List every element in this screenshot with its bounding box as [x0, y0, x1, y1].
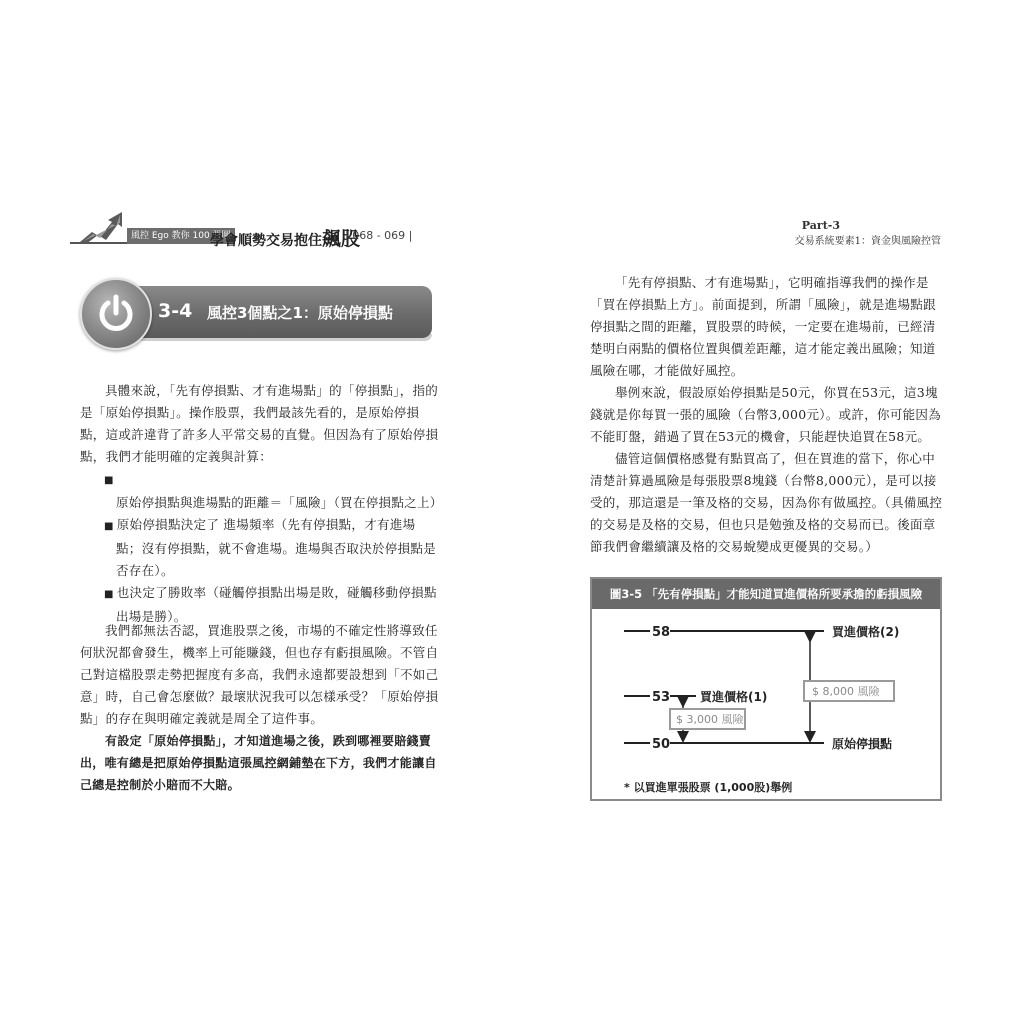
left-para-3: 有設定「原始停損點」，才知道進場之後，跌到哪裡要賠錢賣出，唯有總是把原始停損點這張風控網鋪墊在下方，我們才能讓自己總是控制於小賠而不大賠。 — [80, 734, 437, 792]
bullet-item: ■ 原始停損點與進場點的距離＝「風險」（買在停損點之上） — [104, 468, 440, 514]
figure-note: * 以買進單張股票 (1,000股)舉例 — [624, 781, 793, 794]
label-buy-price-2: 買進價格(2) — [832, 625, 900, 639]
right-body — [590, 272, 945, 558]
left-body-2 — [80, 620, 440, 796]
book-title-suffix: 飆股 — [322, 228, 361, 250]
figure-title: 圖3-5 「先有停損點」才能知道買進價格所要承擔的虧損風險 — [592, 579, 940, 609]
left-para-1: 具體來說，「先有停損點、才有進場點」的「停損點」，指的是「原始停損點」。操作股票，我們最該先看的，是原始停損點，這或許違背了許多人平常交易的直覺。但因為有了原始停損點，我們才能明確的定義與計算： — [80, 383, 439, 464]
right-para-2: 舉例來說，假設原始停損點是50元，你買在53元，這3塊錢就是你每買一張的風險（台幣3,000元）。或許，你可能因為不能盯盤，錯過了買在53元的機會，只能趕快追買在58元。 — [590, 385, 942, 444]
level-label-58: 58 — [652, 625, 671, 640]
level-label-53: 53 — [652, 690, 671, 705]
part-label: Part-3 — [801, 219, 840, 232]
section-number: 3-4 — [158, 300, 193, 322]
figure-3-5 — [590, 577, 942, 801]
book-title-prefix: 學會順勢交易抱住 — [210, 233, 322, 249]
part-subtitle: 交易系統要素1：資金與風險控管 — [794, 236, 941, 247]
risk-label-3000: $ 3,000 風險 — [676, 713, 744, 726]
label-stop-loss: 原始停損點 — [832, 737, 893, 751]
right-para-1: 「先有停損點、才有進場點」，它明確指導我們的操作是「買在停損點上方」。前面提到，所謂「風險」，就是進場點跟停損點之間的距離，買股票的時候，一定要在進場前，已經清楚明白兩點的價格位置與價差距離，這才能定義出風險；知道風險在哪，才能做好風控。 — [590, 275, 936, 378]
risk-diagram — [592, 609, 940, 779]
label-buy-price-1: 買進價格(1) — [700, 690, 768, 704]
power-icon — [80, 278, 152, 350]
risk-label-8000: $ 8,000 風險 — [812, 685, 880, 698]
section-title: 風控3個點之1：原始停損點 — [207, 304, 393, 322]
right-para-3: 儘管這個價格感覺有點買高了，但在買進的當下，你心中清楚計算過風險是每張股票8塊錢（台幣8,000元），是可以接受的，那這還是一筆及格的交易，因為你有做風控。（具備風控的交易是及格的交易，但也只是勉強及格的交易而已。後面章節我們會繼續讓及格的交易蛻變成更優異的交易。） — [590, 451, 943, 554]
left-para-2: 我們都無法否認，買進股票之後，市場的不確定性將導致任何狀況都會發生，機率上可能賺錢，但也存有虧損風險。不管自己對這檔股票走勢把握度有多高，我們永遠都要設想到「不如己意」時，自己會怎麼做？最壞狀況我可以怎樣承受？「原始停損點」的存在與明確定義就是周全了這件事。 — [80, 623, 439, 726]
series-tag: 風控 Ego 教你 100 張圖 — [127, 228, 235, 244]
bullet-item: ■ 也決定了勝敗率（碰觸停損點出場是敗，碰觸移動停損點出場是勝）。 — [104, 582, 440, 628]
rising-arrow-icon — [78, 210, 130, 244]
book-title — [210, 224, 360, 251]
bullet-list — [104, 468, 443, 628]
bullet-item: ■ 原始停損點決定了 進場頻率（先有停損點，才有進場點；沒有停損點，就不會進場。進場與否取決於停損點是否存在）。 — [104, 514, 440, 582]
level-label-50: 50 — [652, 737, 671, 752]
left-body — [80, 380, 443, 628]
page-range: | 068 - 069 | — [345, 229, 413, 242]
